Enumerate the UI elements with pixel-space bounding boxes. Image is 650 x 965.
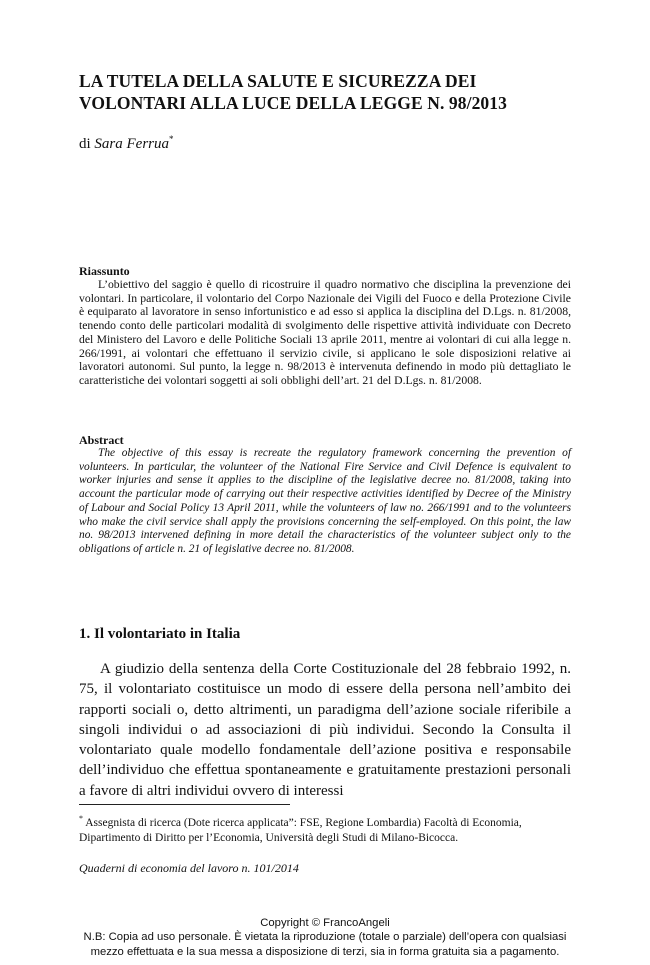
riassunto-text: L’obiettivo del saggio è quello di ricostruire il quadro normativo che disciplina la prevenzione dei volontari. In particolare, il volontario del Corpo Nazionale dei Vigili del Fuoco e della Protezione Civile è equiparato al lavoratore in senso infortunistico e ad esso si applica la disciplina del D.Lgs. n. 81/2008, tenendo conto delle particolari modalità di svolgimento delle rispettive attività individuate con Decreto del Ministero del Lavoro e delle Politiche Sociali 13 aprile 2011, mentre ai volontari di cui alla legge n. 266/1991, ai volontari che effettuano il servizio civile, si applicano le sole disposizioni relative ai lavoratori autonomi. Sul punto, la legge n. 98/2013 è intervenuta definendo in modo più dettagliato le caratteristiche dei volontari soggetti ai soli obblighi dell’art. 21 del D.Lgs. n. 81/2008. [79,278,571,387]
copyright-line-2: N.B: Copia ad uso personale. È vietata la riproduzione (totale o parziale) dell’opera con qualsiasi [83,931,567,944]
copyright-line-1: Copyright © FrancoAngeli [260,917,390,929]
article-title [79,70,599,114]
riassunto-heading: Riassunto [79,264,130,278]
footnote-text: Assegnista di ricerca (Dote ricerca applicata”: FSE, Regione Lombardia) Facoltà di Economia, Dipartimento di Diritto per l’Economia, Università degli Studi di Milano-Bicocca. [79,817,522,844]
copyright-line-3: mezzo effettuata e la sua messa a disposizione di terzi, sia in forma gratuita sia a pagamento. [90,945,560,958]
author-footnote-mark: * [169,134,174,144]
byline-prefix: di [79,136,91,152]
section-body-text: A giudizio della sentenza della Corte Costituzionale del 28 febbraio 1992, n. 75, il volontariato costituisce un modo di essere della persona nell’ambito dei rapporti sociali o, detto altrimenti, un paradigma dell’azione sociale riferibile a singoli individui o ad associazioni di più individui. Secondo la Consulta il volontariato quale modello fondamentale dell’azione positiva e responsabile dell’individuo che effettua spontaneamente e gratuitamente prestazioni personali a favore di altri individui ovvero di interessi [79,661,571,799]
article-title-line-2: VOLONTARI ALLA LUCE DELLA LEGGE N. 98/2013 [79,93,507,113]
byline [79,130,174,153]
section-heading: 1. Il volontariato in Italia [79,626,241,642]
article-title-line-1: LA TUTELA DELLA SALUTE E SICUREZZA DEI [79,71,477,91]
abstract-heading: Abstract [79,433,124,447]
journal-reference: Quaderni di economia del lavoro n. 101/2014 [79,861,299,875]
footnote [79,812,571,845]
author-name: Sara Ferrua [94,136,170,152]
footnote-divider [79,804,290,805]
copyright-notice [0,916,650,959]
abstract-text: The objective of this essay is recreate the regulatory framework concerning the prevention of volunteers. In particular, the volunteer of the National Fire Service and Civil Defence is equivalent to worker injuries and sense it applies to the discipline of the legislative decree no. 81/2008, taking into account the particular mode of carrying out their respective activities identified by Decree of the Ministry of Labour and Social Policy 13 April 2011, while the volunteers of law no. 266/1991 and to the volunteers who make the civil service shall apply the provisions concerning the self-employed. On this point, the law no. 98/2013 intervened defining in more detail the characteristics of the volunteer subject only to the obligations of article n. 21 of legislative decree no. 81/2008. [79,447,571,555]
footnote-mark: * [79,814,83,823]
